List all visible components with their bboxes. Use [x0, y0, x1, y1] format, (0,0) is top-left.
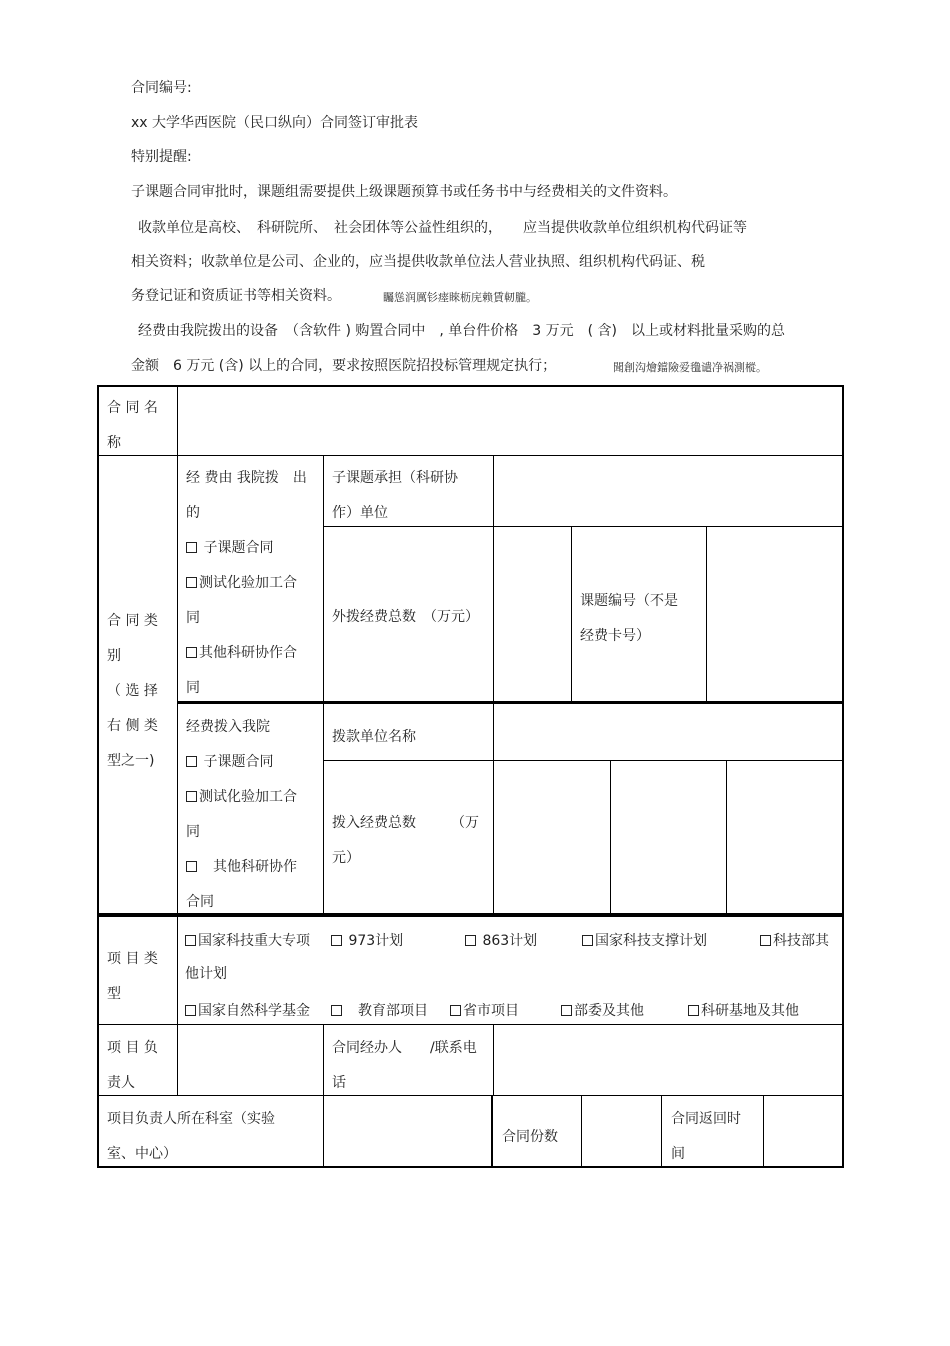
incoming-other-option[interactable]: 其他科研协作 — [186, 850, 315, 885]
checkbox-icon — [186, 791, 197, 802]
project-number-field[interactable] — [707, 527, 842, 701]
checkbox-icon — [186, 577, 197, 588]
checkbox-icon — [561, 1005, 572, 1016]
sub-unit-field[interactable] — [494, 456, 842, 526]
ptype-base[interactable]: 科研基地及其他 — [688, 1001, 799, 1021]
return-time-label: 合同返回时 间 — [671, 1111, 741, 1162]
checkbox-icon — [688, 1005, 699, 1016]
note-paragraph-3b: 金额 6 万元 (含) 以上的合同，要求按照医院招投标管理规定执行； — [131, 358, 557, 374]
ptype-major-special[interactable]: 国家科技重大专项 — [185, 931, 310, 951]
outgoing-funds-options: 经 费由 我院拨 出 的 子课题合同 测试化验加工合 同 其他科研协作合 同 — [178, 457, 323, 706]
ptype-973[interactable]: 973计划 — [331, 931, 403, 951]
outgoing-testing-option[interactable]: 测试化验加工合 — [186, 566, 315, 601]
outgoing-subtask-option[interactable]: 子课题合同 — [186, 531, 315, 566]
handler-contact-label: 合同经办人 /联系电 话 — [332, 1040, 477, 1091]
project-type-label: 项 目 类 型 — [107, 951, 158, 1002]
checkbox-icon — [331, 935, 342, 946]
copies-label: 合同份数 — [502, 1129, 558, 1145]
contract-name-label: 合 同 名 称 — [107, 400, 158, 451]
incoming-total-field-3[interactable] — [727, 761, 842, 913]
contract-name-field[interactable] — [178, 388, 842, 454]
ptype-provincial[interactable]: 省市项目 — [450, 1001, 519, 1021]
ptype-moe[interactable]: 教育部项目 — [331, 1001, 428, 1021]
incoming-total-field-2[interactable] — [611, 761, 726, 913]
ptype-863[interactable]: 863计划 — [465, 931, 537, 951]
note-paragraph-2c: 务登记证和资质证书等相关资料。 — [131, 288, 341, 304]
incoming-subtask-option[interactable]: 子课题合同 — [186, 745, 315, 780]
ptype-nsfc[interactable]: 国家自然科学基金 — [185, 1001, 310, 1021]
checkbox-icon — [760, 935, 771, 946]
garbled-text-1: 矚慫润厲钐瘗睞枥庑赖賃軔朧。 — [383, 291, 537, 304]
ptype-most-other[interactable]: 科技部其 — [760, 931, 829, 951]
checkbox-icon — [450, 1005, 461, 1016]
project-leader-field[interactable] — [178, 1025, 323, 1095]
checkbox-icon — [186, 542, 197, 553]
checkbox-icon — [186, 756, 197, 767]
ptype-ministry[interactable]: 部委及其他 — [561, 1001, 644, 1021]
checkbox-icon — [331, 1005, 342, 1016]
checkbox-icon — [582, 935, 593, 946]
project-number-label: 课题编号（不是 经费卡号） — [580, 593, 678, 644]
note-paragraph-3a: 经费由我院拨出的设备 （含软件 ) 购置合同中 , 单台件价格 3 万元 ( 含) 以上或材料批量采购的总 — [138, 323, 785, 339]
ptype-support-plan[interactable]: 国家科技支撑计划 — [582, 931, 707, 951]
outgoing-total-label: 外拨经费总数 （万元） — [332, 609, 479, 625]
department-label: 项目负责人所在科室（实验 室、中心） — [107, 1111, 275, 1162]
sub-unit-label: 子课题承担（科研协 作）单位 — [332, 470, 458, 521]
checkbox-icon — [186, 861, 197, 872]
incoming-testing-option[interactable]: 测试化验加工合 — [186, 780, 315, 815]
note-paragraph-2a: 收款单位是高校、 科研院所、 社会团体等公益性组织的， 应当提供收款单位组织机构代码证等 — [138, 220, 747, 236]
note-paragraph-2b: 相关资料；收款单位是公司、企业的，应当提供收款单位法人营业执照、组织机构代码证、税 — [131, 254, 705, 270]
outgoing-other-option[interactable]: 其他科研协作合 — [186, 636, 315, 671]
incoming-funds-options: 经费拨入我院 子课题合同 测试化验加工合 同 其他科研协作 合同 — [178, 706, 323, 920]
copies-field[interactable] — [582, 1096, 661, 1166]
incoming-total-label: 拨入经费总数 （万 元） — [332, 815, 479, 866]
contract-category-label: 合 同 类 别 （ 选 择 右 侧 类 型之一) — [107, 613, 158, 769]
payer-name-label: 拨款单位名称 — [332, 729, 416, 745]
incoming-total-field-1[interactable] — [494, 761, 610, 913]
garbled-text-2: 聞創沟燴鐺險爱氇谴净祸測樅。 — [613, 361, 767, 374]
checkbox-icon — [185, 1005, 196, 1016]
department-field[interactable] — [324, 1096, 491, 1166]
checkbox-icon — [185, 935, 196, 946]
outgoing-total-field[interactable] — [494, 527, 571, 701]
reminder-label: 特别提醒: — [131, 149, 192, 165]
project-leader-label: 项 目 负 责人 — [107, 1040, 158, 1091]
payer-name-field[interactable] — [494, 704, 842, 760]
return-time-field[interactable] — [764, 1096, 842, 1166]
handler-contact-field[interactable] — [494, 1025, 842, 1095]
contract-number-label: 合同编号: — [131, 80, 192, 96]
note-paragraph-1: 子课题合同审批时，课题组需要提供上级课题预算书或任务书中与经费相关的文件资料。 — [131, 184, 677, 200]
checkbox-icon — [186, 647, 197, 658]
ptype-wrap-text: 他计划 — [185, 966, 227, 982]
form-title: xx 大学华西医院（民口纵向）合同签订审批表 — [131, 115, 419, 131]
checkbox-icon — [465, 935, 476, 946]
